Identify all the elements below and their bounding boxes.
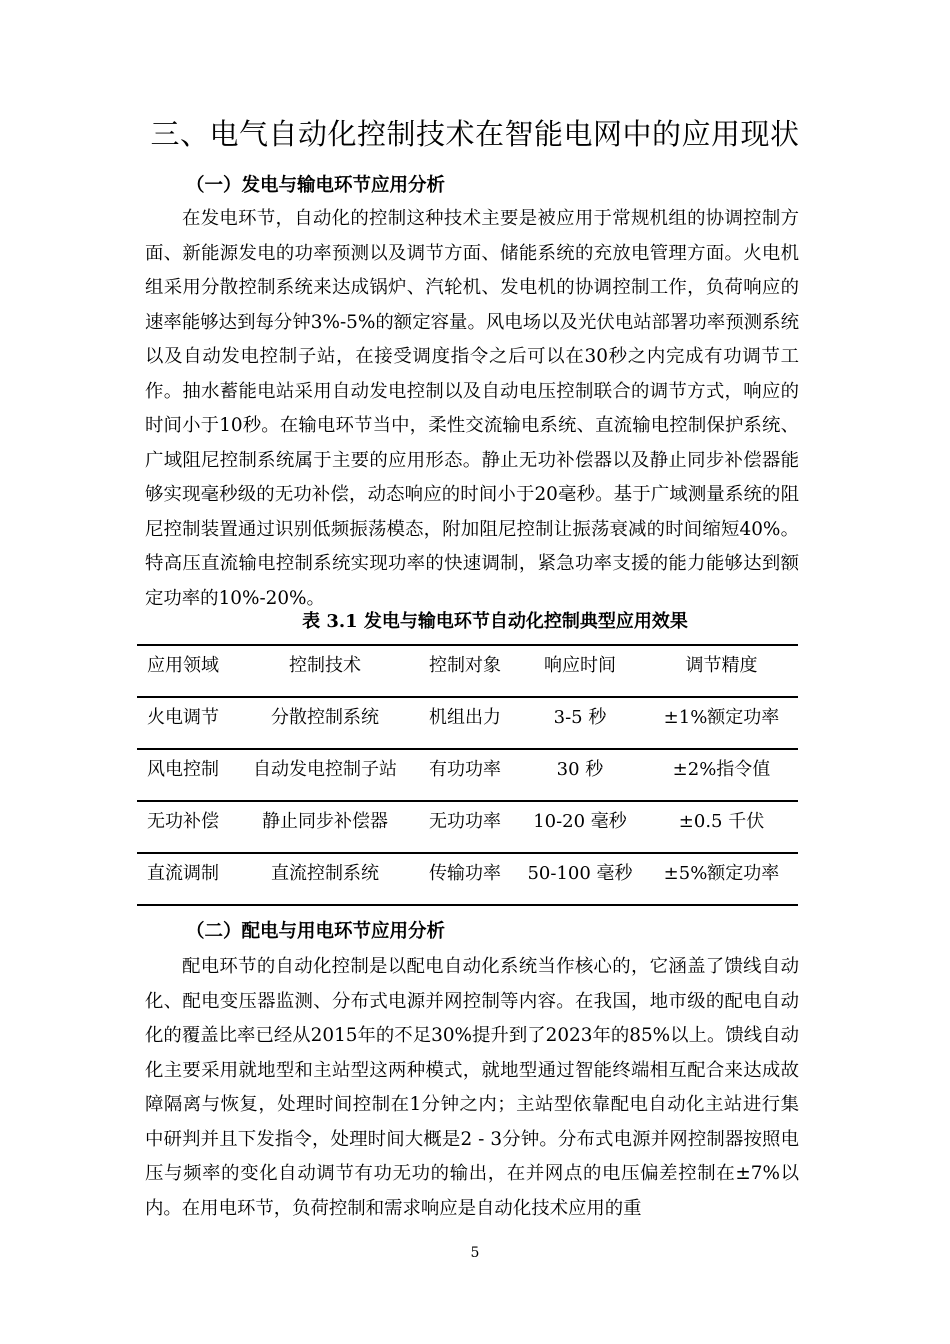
table-row <box>137 853 798 905</box>
table-cell: 直流调制 <box>137 853 235 905</box>
page-number: 5 <box>470 1245 480 1261</box>
table-cell: 直流控制系统 <box>235 853 415 905</box>
table-header-cell: 调节精度 <box>645 645 798 697</box>
table-header-cell: 控制技术 <box>235 645 415 697</box>
chapter-title: 三、电气自动化控制技术在智能电网中的应用现状 <box>150 117 800 151</box>
table-cell: 火电调节 <box>137 697 235 749</box>
table-cell: 自动发电控制子站 <box>235 749 415 801</box>
table-cell: 有功功率 <box>415 749 515 801</box>
table-caption: 表 3.1 发电与输电环节自动化控制典型应用效果 <box>302 611 688 632</box>
section-heading-1: （一）发电与输电环节应用分析 <box>186 175 446 196</box>
table-header-cell: 应用领域 <box>137 645 235 697</box>
table-header-cell: 控制对象 <box>415 645 515 697</box>
table-row <box>137 801 798 853</box>
table-cell: ±2%指令值 <box>645 749 798 801</box>
table-row <box>137 749 798 801</box>
table-row <box>137 697 798 749</box>
table-cell: 传输功率 <box>415 853 515 905</box>
section-heading-2: （二）配电与用电环节应用分析 <box>186 921 446 942</box>
table-cell: 30 秒 <box>515 749 645 801</box>
table-cell: 10-20 毫秒 <box>515 801 645 853</box>
table-header-cell: 响应时间 <box>515 645 645 697</box>
table-cell: ±0.5 千伏 <box>645 801 798 853</box>
table-header-row <box>137 645 798 697</box>
data-table <box>137 644 798 906</box>
table-cell: ±5%额定功率 <box>645 853 798 905</box>
table-cell: 机组出力 <box>415 697 515 749</box>
table-cell: 风电控制 <box>137 749 235 801</box>
section-2-paragraph: 配电环节的自动化控制是以配电自动化系统当作核心的，它涵盖了馈线自动化、配电变压器监测、分布式电源并网控制等内容。在我国，地市级的配电自动化的覆盖比率已经从2015年的不足30%提升到了2023年的85%以上。馈线自动化主要采用就地型和主站型这两种模式，就地型通过智能终端相互配合来达成故障隔离与恢复，处理时间控制在1分钟之内；主站型依靠配电自动化主站进行集中研判并且下发指令，处理时间大概是2 - 3分钟。分布式电源并网控制器按照电压与频率的变化自动调节有功无功的输出，在并网点的电压偏差控制在±7%以内。在用电环节，负荷控制和需求响应是自动化技术应用的重 <box>145 956 799 1219</box>
table-cell: 3-5 秒 <box>515 697 645 749</box>
table-cell: 静止同步补偿器 <box>235 801 415 853</box>
table-cell: 50-100 毫秒 <box>515 853 645 905</box>
section-1-paragraph: 在发电环节，自动化的控制这种技术主要是被应用于常规机组的协调控制方面、新能源发电的功率预测以及调节方面、储能系统的充放电管理方面。火电机组采用分散控制系统来达成锅炉、汽轮机、发电机的协调控制工作，负荷响应的速率能够达到每分钟3%-5%的额定容量。风电场以及光伏电站部署功率预测系统以及自动发电控制子站，在接受调度指令之后可以在30秒之内完成有功调节工作。抽水蓄能电站采用自动发电控制以及自动电压控制联合的调节方式，响应的时间小于10秒。在输电环节当中，柔性交流输电系统、直流输电控制保护系统、广域阻尼控制系统属于主要的应用形态。静止无功补偿器以及静止同步补偿器能够实现毫秒级的无功补偿，动态响应的时间小于20毫秒。基于广域测量系统的阻尼控制装置通过识别低频振荡模态，附加阻尼控制让振荡衰减的时间缩短40%。特高压直流输电控制系统实现功率的快速调制，紧急功率支援的能力能够达到额定功率的10%-20%。 <box>145 208 799 609</box>
table-cell: 无功功率 <box>415 801 515 853</box>
table-cell: 无功补偿 <box>137 801 235 853</box>
table-cell: 分散控制系统 <box>235 697 415 749</box>
table-cell: ±1%额定功率 <box>645 697 798 749</box>
